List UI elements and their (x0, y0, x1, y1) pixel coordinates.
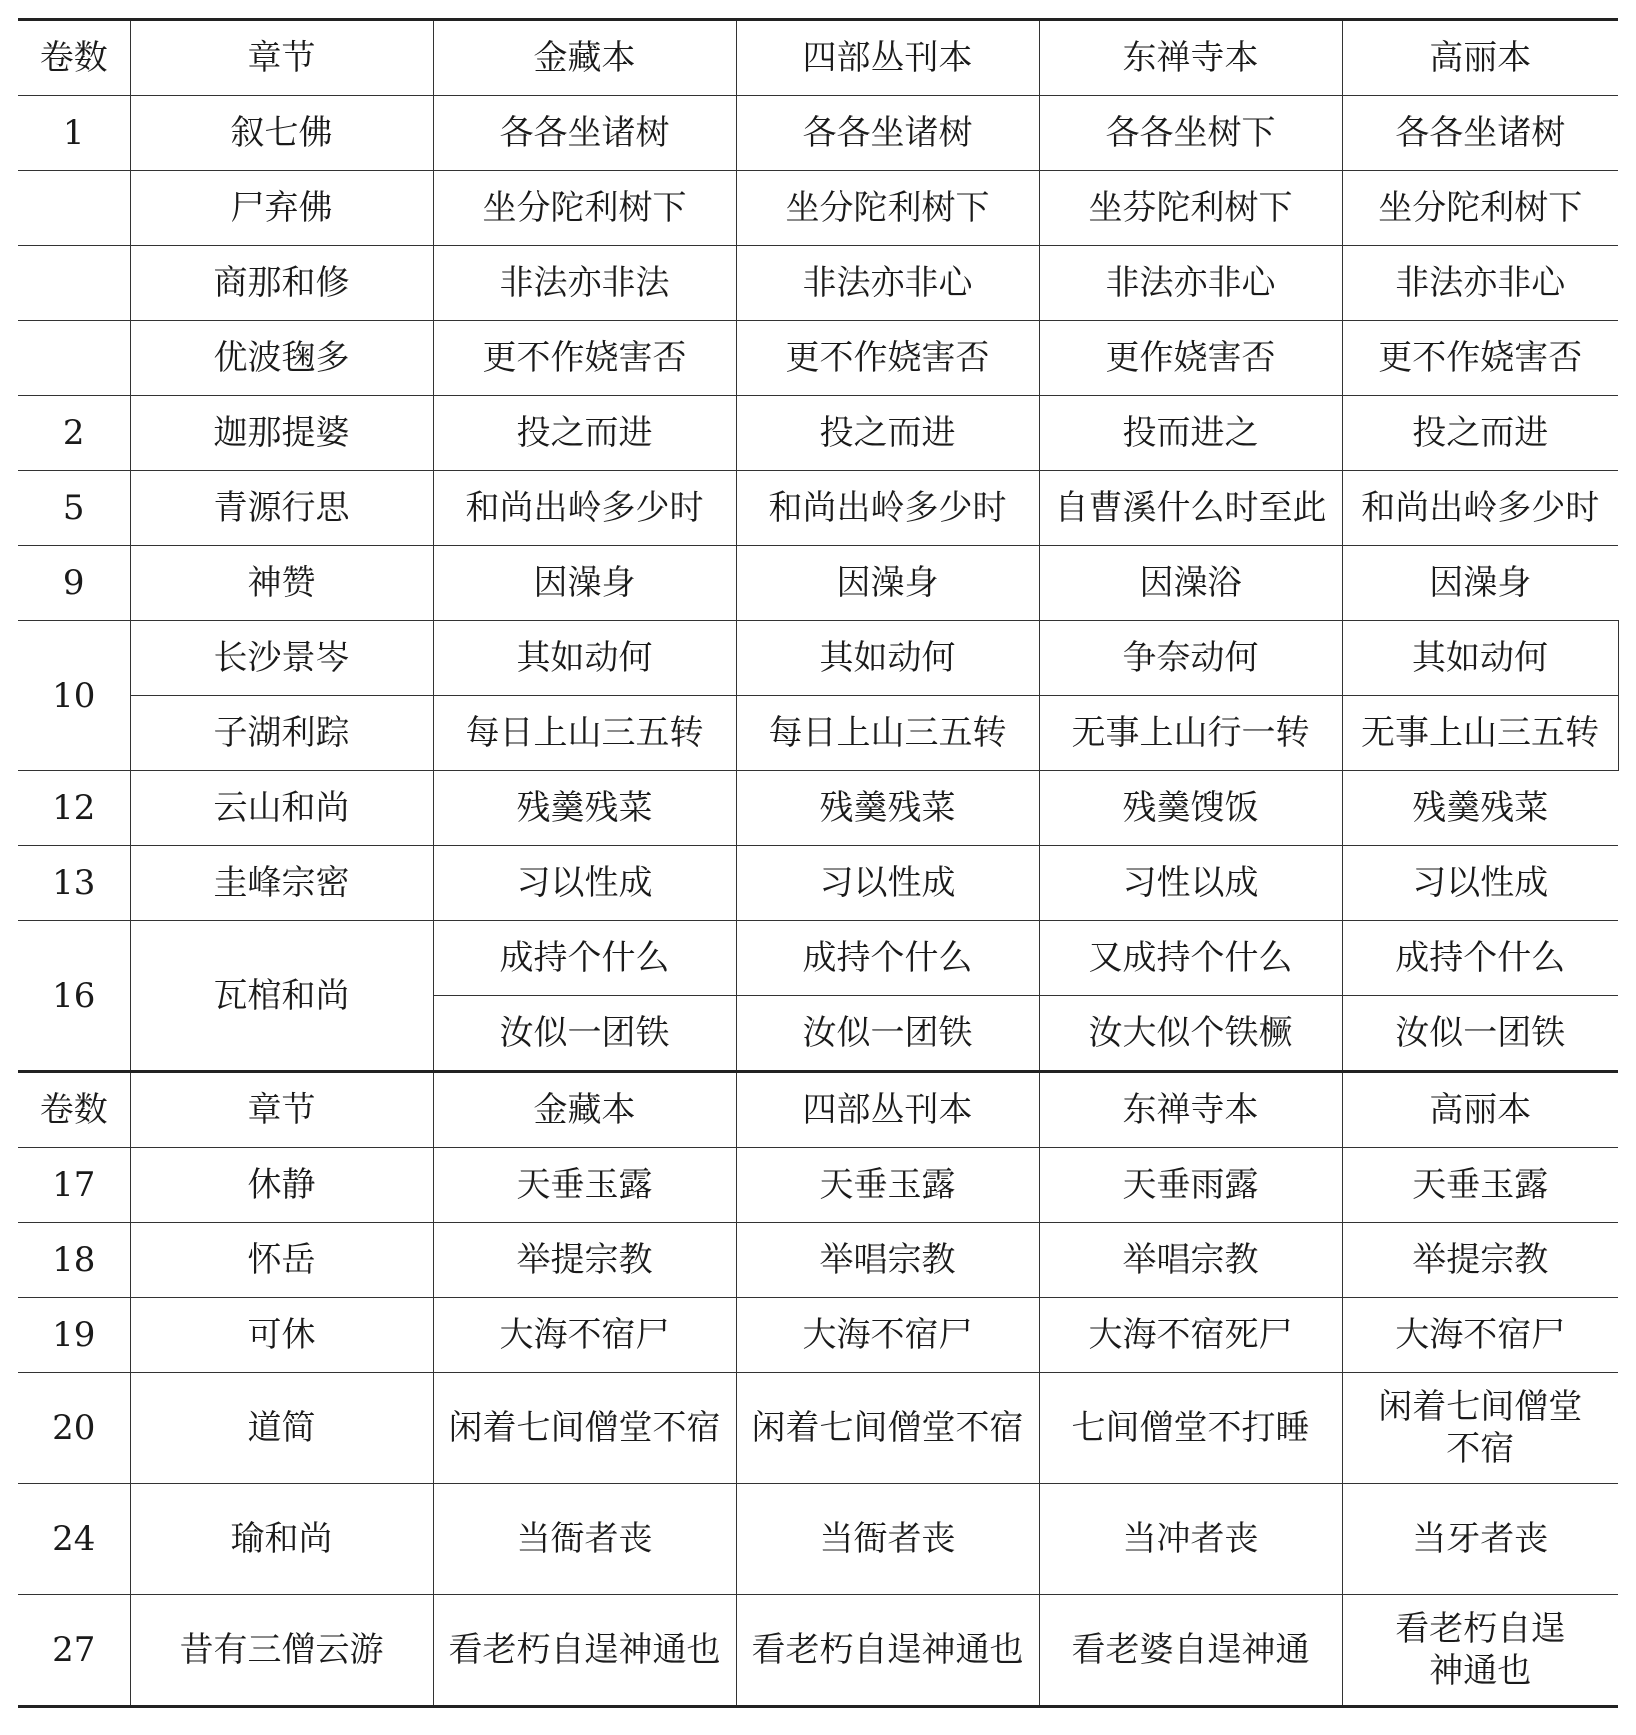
cell-gaoli: 汝似一团铁 (1342, 996, 1618, 1072)
cell-juan (18, 321, 130, 396)
cell-dongchan: 习性以成 (1039, 846, 1342, 921)
cell-dongchan: 无事上山行一转 (1039, 696, 1342, 771)
cell-sibu: 当衙者丧 (736, 1484, 1039, 1595)
cell-gaoli: 残羹残菜 (1342, 771, 1618, 846)
cell-juan: 19 (18, 1298, 130, 1373)
cell-dongchan: 大海不宿死尸 (1039, 1298, 1342, 1373)
cell-chapter: 怀岳 (130, 1223, 433, 1298)
cell-juan: 20 (18, 1373, 130, 1484)
table-row (18, 1484, 1618, 1595)
cell-chapter: 道简 (130, 1373, 433, 1484)
header-cell-sibu: 四部丛刊本 (736, 1072, 1039, 1148)
cell-dongchan: 更作娆害否 (1039, 321, 1342, 396)
cell-jin: 和尚出岭多少时 (433, 471, 736, 546)
cell-sibu: 更不作娆害否 (736, 321, 1039, 396)
header-cell-jin: 金藏本 (433, 1072, 736, 1148)
cell-chapter: 瑜和尚 (130, 1484, 433, 1595)
cell-jin: 看老朽自逞神通也 (433, 1595, 736, 1707)
cell-sibu: 举唱宗教 (736, 1223, 1039, 1298)
cell-jin: 非法亦非法 (433, 246, 736, 321)
header-cell-sibu: 四部丛刊本 (736, 20, 1039, 96)
cell-dongchan: 残羹馊饭 (1039, 771, 1342, 846)
cell-jin: 习以性成 (433, 846, 736, 921)
cell-jin: 当衙者丧 (433, 1484, 736, 1595)
cell-dongchan: 当冲者丧 (1039, 1484, 1342, 1595)
table-row (18, 396, 1618, 471)
cell-jin: 天垂玉露 (433, 1148, 736, 1223)
header-cell-gaoli: 高丽本 (1342, 20, 1618, 96)
cell-chapter: 云山和尚 (130, 771, 433, 846)
cell-juan: 18 (18, 1223, 130, 1298)
cell-sibu: 因澡身 (736, 546, 1039, 621)
table-row (18, 321, 1618, 396)
table-row (18, 1595, 1618, 1707)
header-cell-dongchan: 东禅寺本 (1039, 20, 1342, 96)
cell-juan: 10 (18, 621, 130, 771)
cell-gaoli: 和尚出岭多少时 (1342, 471, 1618, 546)
cell-dongchan: 又成持个什么 (1039, 921, 1342, 996)
cell-gaoli: 无事上山三五转 (1342, 696, 1618, 771)
cell-chapter: 商那和修 (130, 246, 433, 321)
cell-sibu: 坐分陀利树下 (736, 171, 1039, 246)
cell-gaoli: 举提宗教 (1342, 1223, 1618, 1298)
cell-dongchan: 投而进之 (1039, 396, 1342, 471)
table-row (18, 96, 1618, 171)
cell-chapter: 尸弃佛 (130, 171, 433, 246)
cell-gaoli: 其如动何 (1342, 621, 1618, 696)
cell-gaoli-line2: 神通也 (1429, 1651, 1532, 1691)
cell-jin: 更不作娆害否 (433, 321, 736, 396)
cell-jin: 成持个什么 (433, 921, 736, 996)
cell-chapter: 神赞 (130, 546, 433, 621)
cell-sibu: 看老朽自逞神通也 (736, 1595, 1039, 1707)
cell-juan: 27 (18, 1595, 130, 1707)
cell-sibu: 各各坐诸树 (736, 96, 1039, 171)
cell-sibu: 残羹残菜 (736, 771, 1039, 846)
cell-gaoli: 更不作娆害否 (1342, 321, 1618, 396)
cell-chapter: 叙七佛 (130, 96, 433, 171)
cell-dongchan: 天垂雨露 (1039, 1148, 1342, 1223)
cell-gaoli: 因澡身 (1342, 546, 1618, 621)
cell-dongchan: 七间僧堂不打睡 (1039, 1373, 1342, 1484)
cell-sibu: 汝似一团铁 (736, 996, 1039, 1072)
cell-gaoli-line2: 不宿 (1446, 1429, 1515, 1469)
cell-jin: 汝似一团铁 (433, 996, 736, 1072)
table-row (18, 1298, 1618, 1373)
cell-juan: 16 (18, 921, 130, 1072)
table-row (18, 246, 1618, 321)
cell-juan: 17 (18, 1148, 130, 1223)
header-cell-dongchan: 东禅寺本 (1039, 1072, 1342, 1148)
cell-dongchan: 争奈动何 (1039, 621, 1342, 696)
cell-gaoli-line1: 闲着七间僧堂 (1378, 1387, 1583, 1427)
cell-chapter: 瓦棺和尚 (130, 921, 433, 1072)
cell-chapter: 子湖利踪 (130, 696, 433, 771)
cell-juan: 5 (18, 471, 130, 546)
cell-dongchan: 因澡浴 (1039, 546, 1342, 621)
cell-jin: 投之而进 (433, 396, 736, 471)
cell-juan: 12 (18, 771, 130, 846)
table-row (18, 171, 1618, 246)
cell-juan: 2 (18, 396, 130, 471)
variant-comparison-table (18, 18, 1619, 1708)
cell-juan: 24 (18, 1484, 130, 1595)
cell-chapter: 优波毱多 (130, 321, 433, 396)
table-row (18, 471, 1618, 546)
cell-gaoli: 投之而进 (1342, 396, 1618, 471)
cell-gaoli-line1: 当牙者丧 (1412, 1519, 1549, 1559)
cell-jin: 因澡身 (433, 546, 736, 621)
cell-gaoli-line1: 看老朽自逞 (1395, 1609, 1566, 1649)
header-cell-jin: 金藏本 (433, 20, 736, 96)
table-row (18, 1223, 1618, 1298)
header-row (18, 20, 1618, 96)
cell-jin: 举提宗教 (433, 1223, 736, 1298)
cell-sibu: 其如动何 (736, 621, 1039, 696)
cell-juan: 9 (18, 546, 130, 621)
cell-chapter: 昔有三僧云游 (130, 1595, 433, 1707)
header-cell-juan: 卷数 (18, 1072, 130, 1148)
cell-jin: 各各坐诸树 (433, 96, 736, 171)
header-cell-gaoli: 高丽本 (1342, 1072, 1618, 1148)
cell-juan (18, 246, 130, 321)
cell-gaoli: 非法亦非心 (1342, 246, 1618, 321)
table-row (18, 1373, 1618, 1484)
cell-gaoli: 坐分陀利树下 (1342, 171, 1618, 246)
table-row (18, 546, 1618, 621)
cell-dongchan: 看老婆自逞神通 (1039, 1595, 1342, 1707)
cell-sibu: 大海不宿尸 (736, 1298, 1039, 1373)
cell-dongchan: 坐芬陀利树下 (1039, 171, 1342, 246)
table-row (18, 621, 1618, 696)
cell-jin: 坐分陀利树下 (433, 171, 736, 246)
cell-chapter: 青源行思 (130, 471, 433, 546)
cell-sibu: 习以性成 (736, 846, 1039, 921)
cell-dongchan: 非法亦非心 (1039, 246, 1342, 321)
header-cell-chapter: 章节 (130, 20, 433, 96)
cell-chapter: 长沙景岑 (130, 621, 433, 696)
cell-juan: 13 (18, 846, 130, 921)
cell-chapter: 可休 (130, 1298, 433, 1373)
header-cell-juan: 卷数 (18, 20, 130, 96)
cell-sibu: 和尚出岭多少时 (736, 471, 1039, 546)
cell-gaoli: 各各坐诸树 (1342, 96, 1618, 171)
cell-sibu: 投之而进 (736, 396, 1039, 471)
table-row (18, 921, 1618, 996)
cell-sibu: 闲着七间僧堂不宿 (736, 1373, 1039, 1484)
cell-juan (18, 171, 130, 246)
cell-gaoli (1342, 1373, 1618, 1484)
cell-sibu: 非法亦非心 (736, 246, 1039, 321)
cell-juan: 1 (18, 96, 130, 171)
cell-jin: 其如动何 (433, 621, 736, 696)
cell-gaoli (1342, 1595, 1618, 1707)
cell-sibu: 成持个什么 (736, 921, 1039, 996)
cell-jin: 闲着七间僧堂不宿 (433, 1373, 736, 1484)
cell-jin: 残羹残菜 (433, 771, 736, 846)
cell-chapter: 迦那提婆 (130, 396, 433, 471)
cell-chapter: 圭峰宗密 (130, 846, 433, 921)
cell-gaoli: 天垂玉露 (1342, 1148, 1618, 1223)
cell-chapter: 休静 (130, 1148, 433, 1223)
cell-sibu: 每日上山三五转 (736, 696, 1039, 771)
cell-gaoli (1342, 1484, 1618, 1595)
table-row (18, 1148, 1618, 1223)
cell-gaoli: 习以性成 (1342, 846, 1618, 921)
table-row (18, 846, 1618, 921)
cell-gaoli: 大海不宿尸 (1342, 1298, 1618, 1373)
cell-dongchan: 举唱宗教 (1039, 1223, 1342, 1298)
header-cell-chapter: 章节 (130, 1072, 433, 1148)
table-row (18, 696, 1618, 771)
cell-dongchan: 各各坐树下 (1039, 96, 1342, 171)
cell-gaoli: 成持个什么 (1342, 921, 1618, 996)
cell-dongchan: 汝大似个铁橛 (1039, 996, 1342, 1072)
cell-dongchan: 自曹溪什么时至此 (1039, 471, 1342, 546)
table-row (18, 771, 1618, 846)
cell-jin: 每日上山三五转 (433, 696, 736, 771)
header-row-repeat (18, 1072, 1618, 1148)
cell-sibu: 天垂玉露 (736, 1148, 1039, 1223)
variant-comparison-table-container (18, 18, 1618, 1708)
cell-jin: 大海不宿尸 (433, 1298, 736, 1373)
